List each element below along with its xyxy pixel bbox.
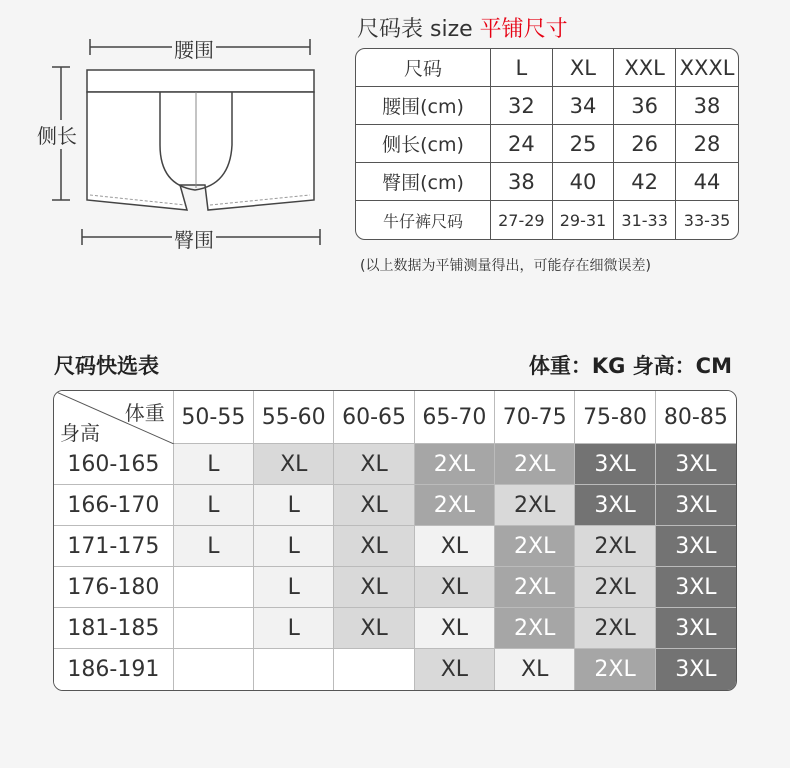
size-recommendation-cell: XL [495, 649, 575, 690]
size-chart-cell: 33-35 [683, 210, 731, 230]
weight-header-cell: 75-80 [575, 391, 655, 443]
size-chart-title-highlight: 平铺尺寸 [479, 17, 568, 42]
size-recommendation-cell: 2XL [575, 526, 655, 566]
size-chart-cell: 腰围(cm) [356, 87, 491, 125]
size-recommendation-cell: 3XL [656, 649, 736, 690]
height-row-label: 181-185 [54, 608, 174, 648]
weight-header-cell: 65-70 [415, 391, 495, 443]
size-chart-table [355, 48, 739, 240]
size-chart-cell: 40 [553, 163, 615, 201]
quick-select-corner [54, 391, 174, 444]
size-recommendation-cell: 3XL [656, 485, 736, 525]
size-chart-title [357, 12, 568, 43]
size-recommendation-cell: 2XL [415, 444, 495, 484]
size-recommendation-cell [254, 649, 334, 690]
size-recommendation-cell [334, 649, 414, 690]
size-chart-cell: 34 [553, 87, 615, 125]
size-recommendation-cell: XL [415, 526, 495, 566]
underwear-diagram [30, 25, 330, 255]
size-recommendation-cell: 2XL [495, 444, 575, 484]
quick-select-row [54, 608, 736, 649]
weight-header-cell: 60-65 [334, 391, 414, 443]
size-chart-cell: 24 [491, 125, 553, 163]
quick-select-row [54, 649, 736, 690]
quick-select-row [54, 526, 736, 567]
size-chart-cell: 27-29 [491, 201, 553, 239]
corner-height-label: 身高 [60, 421, 100, 445]
size-chart-cell: 36 [614, 87, 676, 125]
size-recommendation-cell [174, 608, 254, 648]
size-recommendation-cell: 2XL [415, 485, 495, 525]
size-recommendation-cell: 3XL [656, 608, 736, 648]
size-chart-header-cell: XXXL [676, 49, 738, 87]
height-row-label: 171-175 [54, 526, 174, 566]
quick-select-row [54, 567, 736, 608]
size-recommendation-cell: L [254, 608, 334, 648]
size-recommendation-cell: L [174, 485, 254, 525]
size-chart-cell: 29-31 [553, 201, 615, 239]
size-recommendation-cell: L [174, 444, 254, 484]
size-recommendation-cell: XL [334, 485, 414, 525]
size-recommendation-cell: XL [334, 444, 414, 484]
size-chart-cell: 侧长(cm) [356, 125, 491, 163]
size-recommendation-cell: 3XL [575, 444, 655, 484]
size-recommendation-cell: XL [334, 608, 414, 648]
weight-header-cell: 50-55 [174, 391, 254, 443]
size-recommendation-cell: XL [334, 526, 414, 566]
size-recommendation-cell [174, 567, 254, 607]
size-chart-cell: 臀围(cm) [356, 163, 491, 201]
size-chart-cell: 38 [676, 87, 738, 125]
weight-header-cell: 70-75 [495, 391, 575, 443]
size-recommendation-cell: 3XL [656, 444, 736, 484]
thigh-label: 臀围 [172, 224, 216, 253]
size-chart-cell: 32 [491, 87, 553, 125]
size-recommendation-cell: L [254, 485, 334, 525]
side-length-label: 侧长 [35, 120, 79, 149]
quick-select-units: 体重：KG 身高：CM [528, 354, 732, 378]
size-recommendation-cell: XL [334, 567, 414, 607]
size-recommendation-cell: XL [415, 608, 495, 648]
size-recommendation-cell: L [254, 526, 334, 566]
quick-select-header-row [54, 391, 736, 444]
size-recommendation-cell: XL [415, 649, 495, 690]
size-recommendation-cell: 2XL [575, 567, 655, 607]
measurement-note: (以上数据为平铺测量得出，可能存在细微误差) [360, 258, 651, 274]
size-chart-cell: 25 [553, 125, 615, 163]
quick-select-table [53, 390, 737, 691]
size-chart-cell: 42 [614, 163, 676, 201]
quick-select-title: 尺码快选表 [54, 354, 159, 378]
size-recommendation-cell: 3XL [656, 567, 736, 607]
size-recommendation-cell: L [254, 567, 334, 607]
size-chart-header-cell: L [491, 49, 553, 87]
size-recommendation-cell: 2XL [495, 608, 575, 648]
waist-label: 腰围 [172, 34, 216, 63]
size-recommendation-cell: 2XL [575, 649, 655, 690]
weight-header-cell: 55-60 [254, 391, 334, 443]
size-chart-cell: 28 [676, 125, 738, 163]
size-chart-cell: 牛仔裤尺码 [356, 201, 491, 239]
height-row-label: 186-191 [54, 649, 174, 690]
quick-select-row [54, 485, 736, 526]
size-chart-cell: 31-33 [614, 201, 676, 239]
size-recommendation-cell: 3XL [575, 485, 655, 525]
size-chart-header-row [356, 49, 738, 87]
height-row-label: 166-170 [54, 485, 174, 525]
size-chart-row [356, 163, 738, 201]
height-row-label: 176-180 [54, 567, 174, 607]
size-chart-header-cell: XXL [614, 49, 676, 87]
size-recommendation-cell: 3XL [656, 526, 736, 566]
weight-header-cell: 80-85 [656, 391, 736, 443]
size-recommendation-cell: 2XL [495, 526, 575, 566]
height-row-label: 160-165 [54, 444, 174, 484]
size-recommendation-cell: XL [415, 567, 495, 607]
size-chart-title-prefix: 尺码表 size [357, 17, 480, 42]
size-recommendation-cell: 2XL [495, 485, 575, 525]
size-recommendation-cell: L [174, 526, 254, 566]
size-chart-row [356, 201, 738, 239]
size-chart-cell: 44 [676, 163, 738, 201]
size-recommendation-cell [174, 649, 254, 690]
quick-select-row [54, 444, 736, 485]
size-recommendation-cell: XL [254, 444, 334, 484]
size-recommendation-cell: 2XL [575, 608, 655, 648]
size-chart-row [356, 87, 738, 125]
corner-weight-label: 体重 [124, 401, 165, 425]
size-chart-header-cell: XL [553, 49, 615, 87]
size-chart-cell: 26 [614, 125, 676, 163]
size-chart-header-cell: 尺码 [356, 49, 491, 87]
size-chart-row [356, 125, 738, 163]
size-chart-cell: 38 [491, 163, 553, 201]
size-recommendation-cell: 2XL [495, 567, 575, 607]
